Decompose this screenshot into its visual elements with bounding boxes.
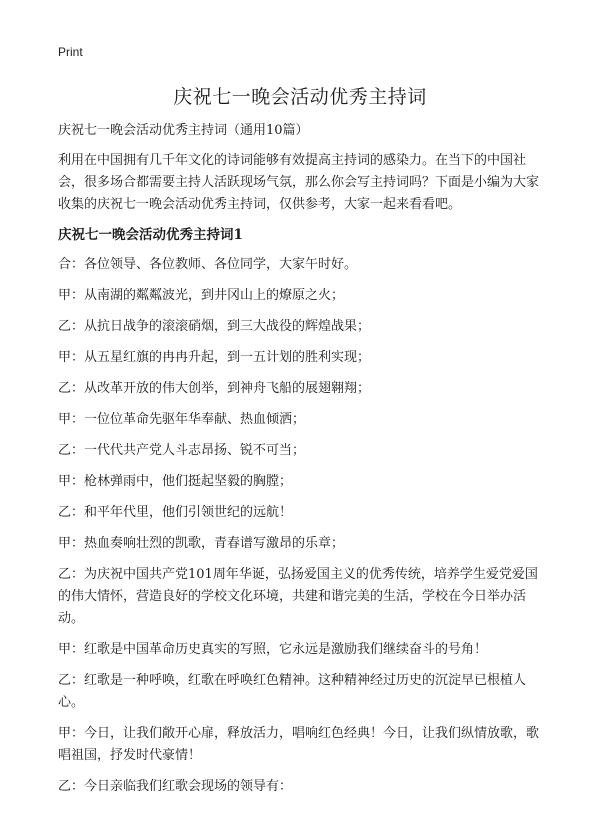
section-heading: 庆祝七一晚会活动优秀主持词1 <box>58 227 243 243</box>
script-line: 甲：枪林弹雨中，他们挺起坚毅的胸膛； <box>58 474 293 489</box>
script-line: 乙：红歌是一种呼唤，红歌在呼唤红色精神。这种精神经过历史的沉淀早已根植人心。 <box>58 673 527 710</box>
script-line: 甲：一位位革命先驱年华奉献、热血倾洒； <box>58 412 306 427</box>
script-line: 乙：为庆祝中国共产党101周年华诞，弘扬爱国主义的优秀传统，培养学生爱党爱国的伟大情怀，营造良好的学校文化环境，共建和谐完美的生活，学校在今日举办活动。 <box>58 567 538 626</box>
script-line: 乙：今日亲临我们红歌会现场的领导有： <box>58 779 293 794</box>
script-line: 甲：从五星红旗的冉冉升起，到一五计划的胜利实现； <box>58 350 371 365</box>
page-title: 庆祝七一晚会活动优秀主持词 <box>173 86 427 108</box>
script-line: 乙：一代代共产党人斗志昂扬、锐不可当； <box>58 443 306 458</box>
script-line: 乙：从改革开放的伟大创举，到神舟飞船的展翅翱翔； <box>58 381 371 396</box>
script-line: 合：各位领导、各位教师、各位同学，大家午时好。 <box>58 257 358 272</box>
script-line: 乙：和平年代里，他们引领世纪的远航！ <box>58 505 293 520</box>
script-line: 甲：热血奏响壮烈的凯歌，青春谱写激昂的乐章； <box>58 536 345 551</box>
document-body <box>58 120 550 807</box>
print-link[interactable]: Print <box>58 45 83 59</box>
script-line: 乙：从抗日战争的滚滚硝烟，到三大战役的辉煌战果； <box>58 319 371 334</box>
script-line: 甲：从南湖的粼粼波光，到井冈山上的燎原之火； <box>58 288 345 303</box>
script-line: 甲：红歌是中国革命历史真实的写照，它永远是激励我们继续奋斗的号角！ <box>58 642 488 657</box>
document-subtitle: 庆祝七一晚会活动优秀主持词（通用10篇） <box>58 123 309 138</box>
intro-paragraph: 利用在中国拥有几千年文化的诗词能够有效提高主持词的感染力。在当下的中国社会，很多场合都需要主持人活跃现场气氛，那么你会写主持词吗？下面是小编为大家收集的庆祝七一晚会活动优秀主持词，仅供参考，大家一起来看看吧。 <box>58 153 540 212</box>
script-line: 甲：今日，让我们敞开心扉，释放活力，唱响红色经典！今日，让我们纵情放歌，歌唱祖国，抒发时代豪情！ <box>58 726 540 763</box>
